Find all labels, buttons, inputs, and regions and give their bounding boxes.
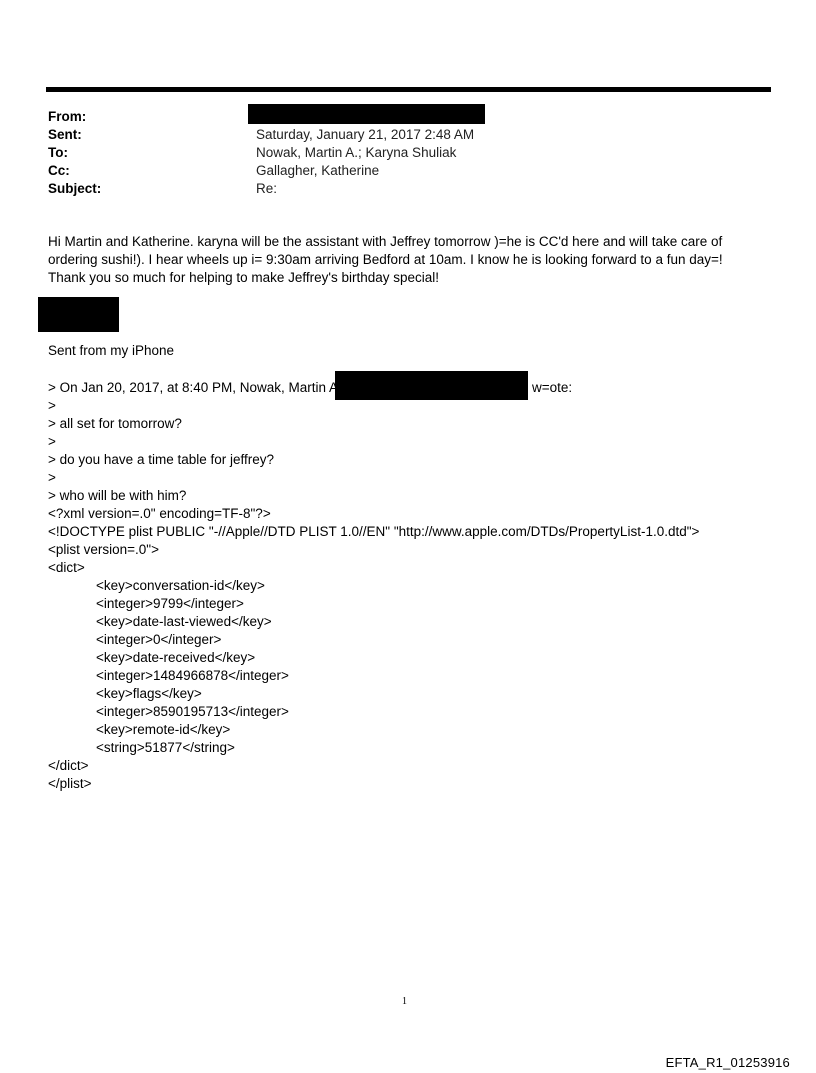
quote-wrote: w=ote: <box>532 380 573 395</box>
dict-close-line: </dict> <box>48 758 89 773</box>
quote-line: > <box>48 434 56 449</box>
quote-line: > do you have a time table for jeffrey? <box>48 452 275 467</box>
quote-line: > <box>48 470 56 485</box>
cc-row <box>48 162 748 180</box>
dict-entry-line: <integer>8590195713</integer> <box>96 704 289 719</box>
quote-intro: > On Jan 20, 2017, at 8:40 PM, Nowak, Martin A. <box>48 380 342 395</box>
subject-row <box>48 180 748 198</box>
dict-entry-line: <key>conversation-id</key> <box>96 578 265 593</box>
cc-value: Gallagher, Katherine <box>256 163 380 178</box>
plist-close-line: </plist> <box>48 776 92 791</box>
doctype-line: <!DOCTYPE plist PUBLIC "-//Apple//DTD PLIST 1.0//EN" "http://www.apple.com/DTDs/PropertyList-1.0.dtd"> <box>48 524 700 539</box>
quote-line: > <box>48 398 56 413</box>
subject-label: Subject: <box>48 181 102 196</box>
to-label: To: <box>48 145 68 160</box>
plist-open-line: <plist version=.0"> <box>48 542 159 557</box>
subject-value: Re: <box>256 181 278 196</box>
redaction-signature <box>38 297 119 332</box>
sent-from-signature: Sent from my iPhone <box>48 343 175 358</box>
body-line: ordering sushi!). I hear wheels up i= 9:30am arriving Bedford at 10am. I know he is looking forward to a fun day=! <box>48 252 723 267</box>
dict-entry-line: <integer>0</integer> <box>96 632 222 647</box>
quote-line: > all set for tomorrow? <box>48 416 182 431</box>
body-line: Thank you so much for helping to make Jeffrey's birthday special! <box>48 270 440 285</box>
from-label: From: <box>48 109 87 124</box>
body-line: Hi Martin and Katherine. karyna will be the assistant with Jeffrey tomorrow )=he is CC'd here and will take care of <box>48 234 723 249</box>
sent-row <box>48 126 748 144</box>
dict-entry-line: <string>51877</string> <box>96 740 235 755</box>
page-number: 1 <box>402 996 407 1007</box>
dict-entry-line: <key>date-received</key> <box>96 650 256 665</box>
dict-entry-line: <key>flags</key> <box>96 686 202 701</box>
dict-entry-line: <key>date-last-viewed</key> <box>96 614 272 629</box>
dict-entry-line: <key>remote-id</key> <box>96 722 231 737</box>
header-rule <box>46 87 771 92</box>
sent-value: Saturday, January 21, 2017 2:48 AM <box>256 127 475 142</box>
to-value: Nowak, Martin A.; Karyna Shuliak <box>256 145 457 160</box>
cc-label: Cc: <box>48 163 70 178</box>
to-row <box>48 144 748 162</box>
bates-number: EFTA_R1_01253916 <box>665 1055 790 1070</box>
quote-line: > who will be with him? <box>48 488 187 503</box>
dict-entry-line: <integer>9799</integer> <box>96 596 244 611</box>
quote-intro-line <box>48 379 788 397</box>
sent-label: Sent: <box>48 127 82 142</box>
dict-entry-line: <integer>1484966878</integer> <box>96 668 289 683</box>
dict-open-line: <dict> <box>48 560 85 575</box>
redaction-from-address <box>248 104 485 124</box>
xml-declaration-line: <?xml version=.0" encoding=TF-8"?> <box>48 506 271 521</box>
message-body <box>48 233 748 287</box>
quoted-message <box>48 379 788 793</box>
